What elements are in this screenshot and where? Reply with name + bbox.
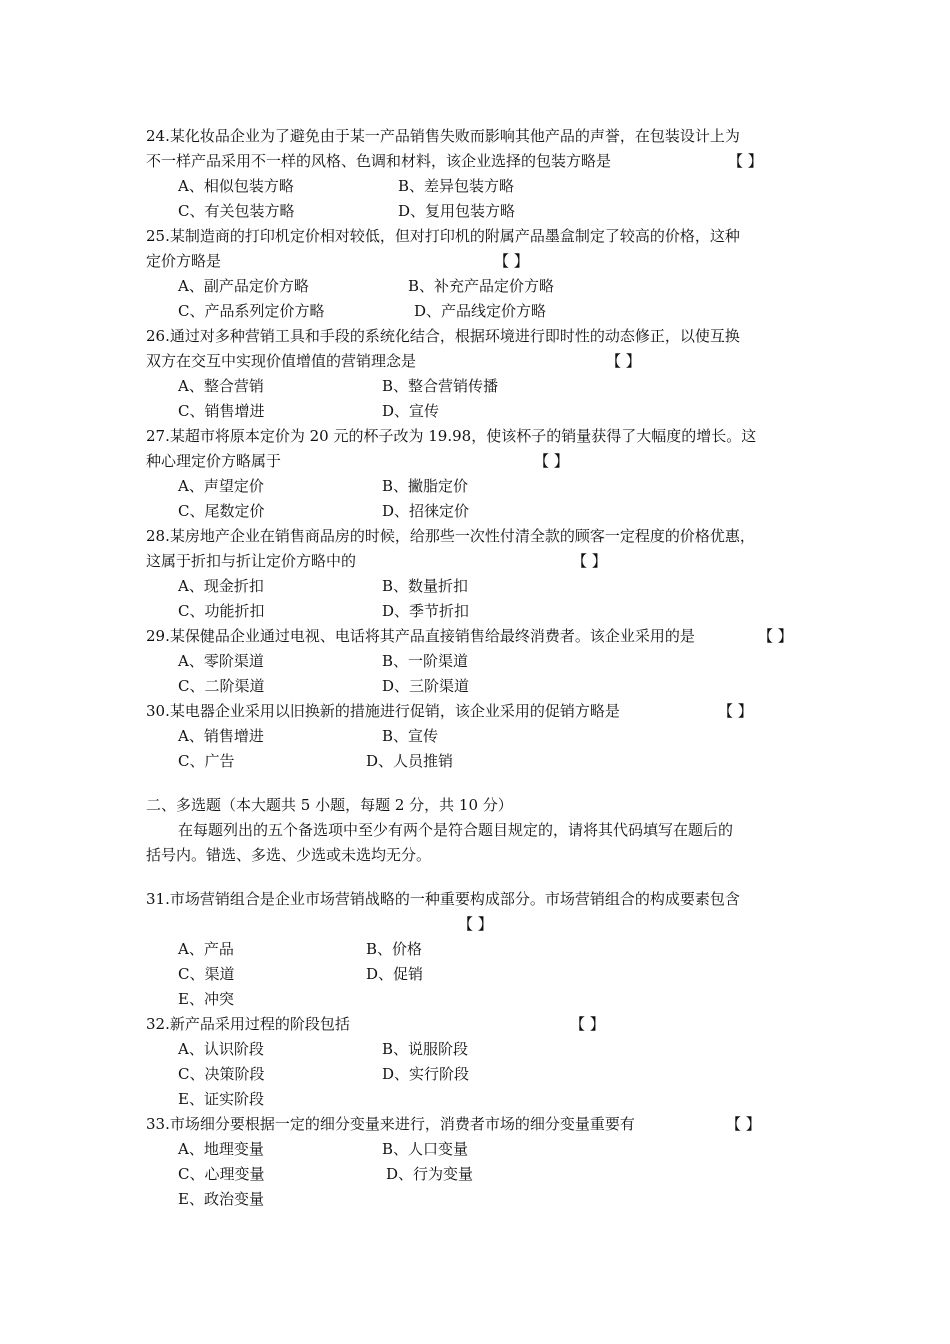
- option-d: D、实行阶段: [382, 1065, 470, 1083]
- option-a: A、声望定价: [178, 477, 264, 495]
- option-a: A、相似包装方略: [178, 177, 294, 195]
- option-d: D、季节折扣: [382, 602, 470, 620]
- option-e: E、证实阶段: [178, 1090, 264, 1108]
- answer-bracket: 【 】: [606, 352, 641, 370]
- option-d: D、宣传: [382, 402, 440, 420]
- option-a: A、副产品定价方略: [178, 277, 309, 295]
- answer-bracket: 【 】: [758, 627, 793, 645]
- question-text: 28.某房地产企业在销售商品房的时候，给那些一次性付清全款的顾客一定程度的价格优惠，: [146, 527, 755, 545]
- question-text: 不一样产品采用不一样的风格、色调和材料，该企业选择的包装方略是: [146, 152, 612, 170]
- option-d: D、复用包装方略: [398, 202, 516, 220]
- section-multi-choice: [146, 793, 826, 868]
- answer-bracket: 【 】: [570, 1015, 605, 1033]
- question-24: [146, 124, 826, 224]
- question-28: [146, 524, 826, 624]
- option-b: B、差异包装方略: [398, 177, 515, 195]
- option-c: C、有关包装方略: [178, 202, 295, 220]
- question-text: 双方在交互中实现价值增值的营销理念是: [146, 352, 417, 370]
- option-a: A、地理变量: [178, 1140, 264, 1158]
- question-text: 种心理定价方略属于: [146, 452, 282, 470]
- question-text: 定价方略是: [146, 252, 222, 270]
- question-text: 26.通过对多种营销工具和手段的系统化结合，根据环境进行即时性的动态修正，以使互换: [146, 327, 740, 345]
- question-25: [146, 224, 826, 324]
- option-c: C、产品系列定价方略: [178, 302, 325, 320]
- option-a: A、产品: [178, 940, 234, 958]
- option-b: B、价格: [366, 940, 423, 958]
- option-e: E、政治变量: [178, 1190, 264, 1208]
- option-b: B、一阶渠道: [382, 652, 469, 670]
- option-a: A、现金折扣: [178, 577, 264, 595]
- question-text: 24.某化妆品企业为了避免由于某一产品销售失败而影响其他产品的声誉，在包装设计上为: [146, 127, 740, 145]
- option-a: A、认识阶段: [178, 1040, 264, 1058]
- option-d: D、人员推销: [366, 752, 454, 770]
- section-instructions: 在每题列出的五个备选项中至少有两个是符合题目规定的，请将其代码填写在题后的: [178, 821, 734, 839]
- answer-bracket: 【 】: [494, 252, 529, 270]
- option-c: C、广告: [178, 752, 235, 770]
- answer-bracket: 【 】: [726, 1115, 761, 1133]
- question-text: 30.某电器企业采用以旧换新的措施进行促销，该企业采用的促销方略是: [146, 702, 620, 720]
- answer-bracket: 【 】: [572, 552, 607, 570]
- question-text: 31.市场营销组合是企业市场营销战略的一种重要构成部分。市场营销组合的构成要素包含: [146, 890, 740, 908]
- option-b: B、数量折扣: [382, 577, 469, 595]
- question-32: [146, 1012, 826, 1112]
- answer-bracket: 【 】: [718, 702, 753, 720]
- answer-bracket: 【 】: [458, 915, 493, 933]
- option-b: B、宣传: [382, 727, 439, 745]
- question-text: 25.某制造商的打印机定价相对较低，但对打印机的附属产品墨盒制定了较高的价格，这种: [146, 227, 740, 245]
- option-b: B、整合营销传播: [382, 377, 499, 395]
- answer-bracket: 【 】: [534, 452, 569, 470]
- option-c: C、功能折扣: [178, 602, 265, 620]
- exam-content: [146, 124, 826, 1212]
- option-a: A、整合营销: [178, 377, 264, 395]
- option-d: D、行为变量: [386, 1165, 474, 1183]
- option-c: C、决策阶段: [178, 1065, 265, 1083]
- option-c: C、渠道: [178, 965, 235, 983]
- question-29: [146, 624, 826, 699]
- option-e: E、冲突: [178, 990, 234, 1008]
- option-c: C、销售增进: [178, 402, 265, 420]
- question-31: [146, 887, 826, 1012]
- section-instructions: 括号内。错选、多选、少选或未选均无分。: [146, 846, 432, 864]
- option-c: C、心理变量: [178, 1165, 265, 1183]
- section-heading: 二、多选题（本大题共 5 小题，每题 2 分，共 10 分）: [146, 796, 513, 814]
- question-33: [146, 1112, 826, 1212]
- option-d: D、产品线定价方略: [414, 302, 547, 320]
- question-text: 这属于折扣与折让定价方略中的: [146, 552, 357, 570]
- question-text: 32.新产品采用过程的阶段包括: [146, 1015, 350, 1033]
- question-30: [146, 699, 826, 774]
- question-27: [146, 424, 826, 524]
- option-b: B、人口变量: [382, 1140, 469, 1158]
- option-b: B、撇脂定价: [382, 477, 469, 495]
- option-d: D、促销: [366, 965, 424, 983]
- option-b: B、补充产品定价方略: [408, 277, 555, 295]
- question-text: 33.市场细分要根据一定的细分变量来进行，消费者市场的细分变量重要有: [146, 1115, 635, 1133]
- option-d: D、三阶渠道: [382, 677, 470, 695]
- option-c: C、二阶渠道: [178, 677, 265, 695]
- question-26: [146, 324, 826, 424]
- question-text: 27.某超市将原本定价为 20 元的杯子改为 19.98，使该杯子的销量获得了大幅度的增长。这: [146, 427, 757, 445]
- option-d: D、招徕定价: [382, 502, 470, 520]
- question-text: 29.某保健品企业通过电视、电话将其产品直接销售给最终消费者。该企业采用的是: [146, 627, 695, 645]
- option-c: C、尾数定价: [178, 502, 265, 520]
- option-a: A、销售增进: [178, 727, 264, 745]
- option-b: B、说服阶段: [382, 1040, 469, 1058]
- answer-bracket: 【 】: [728, 152, 763, 170]
- option-a: A、零阶渠道: [178, 652, 264, 670]
